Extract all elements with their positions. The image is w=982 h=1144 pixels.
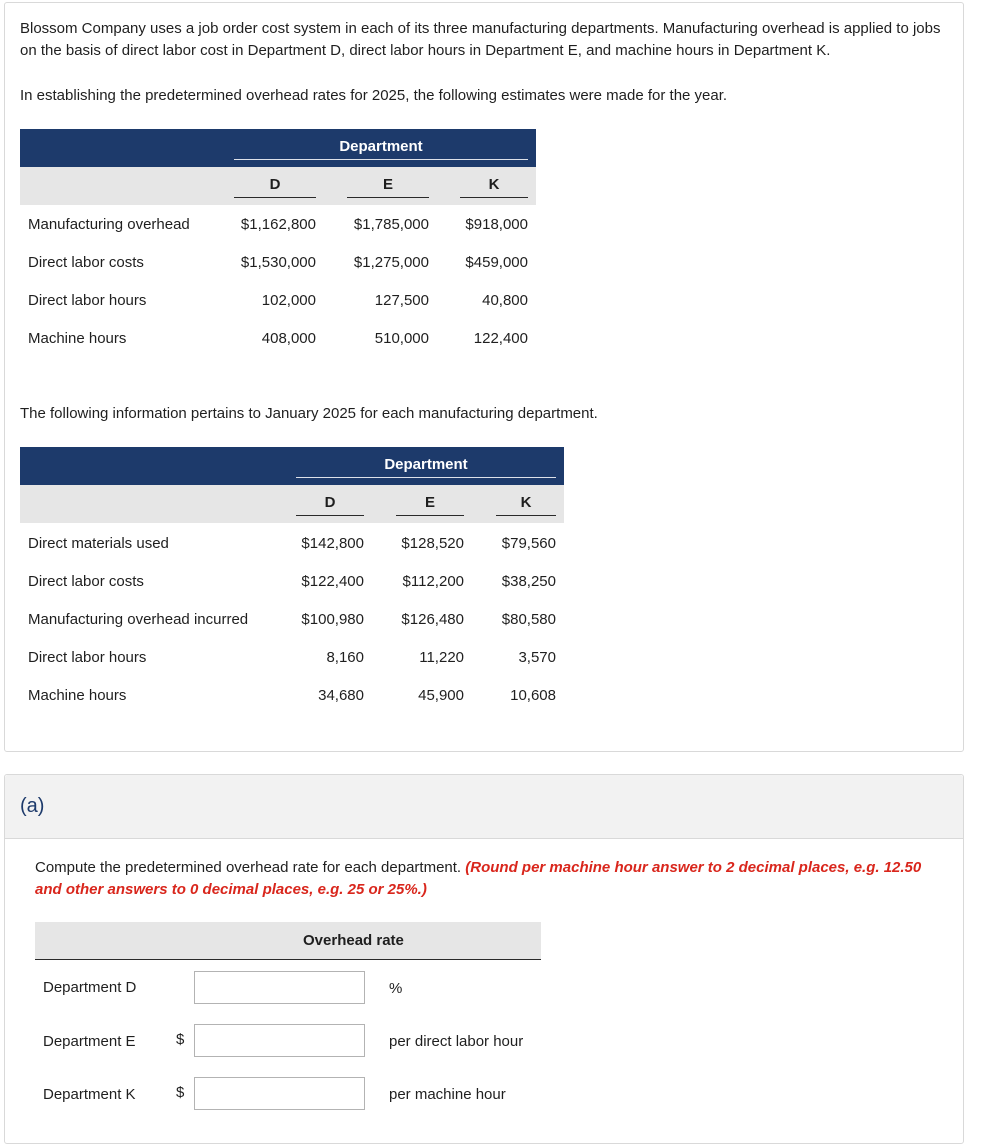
estimates-row-label: Direct labor hours <box>28 292 147 309</box>
department-d-label: Department D <box>43 979 137 996</box>
estimates-cell: 122,400 <box>473 330 528 347</box>
estimates-row-label: Direct labor costs <box>28 254 144 271</box>
january-row-label: Manufacturing overhead incurred <box>28 611 249 628</box>
january-table <box>20 447 564 713</box>
january-cell: $38,250 <box>501 573 556 590</box>
january-department-header: Department <box>384 456 468 473</box>
january-cell: 3,570 <box>518 649 556 666</box>
estimates-cell: $1,162,800 <box>240 216 316 233</box>
estimates-cell: $1,530,000 <box>240 254 316 271</box>
instruction-rounding-note: (Round per machine hour answer to 2 decimal places, e.g. 12.50 and other answers to 0 decimal places, e.g. 25 or 25%.) <box>35 859 922 898</box>
estimates-col-e-rule <box>347 197 429 198</box>
estimates-department-header: Department <box>339 138 423 155</box>
department-k-unit: per machine hour <box>389 1086 506 1103</box>
estimates-cell: $459,000 <box>465 254 528 271</box>
part-a-panel <box>4 774 964 1144</box>
part-a-letter: (a) <box>20 795 45 817</box>
january-col-e: E <box>424 494 435 511</box>
estimates-col-d-rule <box>234 197 316 198</box>
estimates-row-label: Manufacturing overhead <box>28 216 190 233</box>
department-e-dollar-sign: $ <box>176 1031 185 1048</box>
january-cell: $128,520 <box>401 535 464 552</box>
department-d-rate-input[interactable] <box>194 971 365 1004</box>
january-row-label: Machine hours <box>28 687 127 704</box>
january-cell: 45,900 <box>418 687 464 704</box>
january-cell: 11,220 <box>419 649 464 666</box>
january-col-k-rule <box>496 515 556 516</box>
problem-panel <box>4 2 964 752</box>
january-subheader-band <box>20 485 564 523</box>
january-cell: $112,200 <box>402 573 464 590</box>
january-paragraph: The following information pertains to January 2025 for each manufacturing department. <box>20 405 598 422</box>
department-k-rate-input[interactable] <box>194 1077 365 1110</box>
january-cell: 10,608 <box>510 687 556 704</box>
january-department-rule <box>296 477 556 478</box>
january-cell: $122,400 <box>301 573 364 590</box>
january-cell: 34,680 <box>318 687 364 704</box>
estimates-col-d: D <box>269 176 281 193</box>
january-col-d-rule <box>296 515 364 516</box>
overhead-rate-header-band <box>35 922 541 960</box>
estimates-cell: 510,000 <box>374 330 429 347</box>
estimates-row-label: Machine hours <box>28 330 127 347</box>
january-col-e-rule <box>396 515 464 516</box>
estimates-department-rule <box>234 159 528 160</box>
intro-paragraph-2: In establishing the predetermined overhead rates for 2025, the following estimates were made for the year. <box>20 87 728 104</box>
estimates-cell: $1,785,000 <box>353 216 429 233</box>
estimates-cell: $1,275,000 <box>353 254 429 271</box>
intro-paragraph: Blossom Company uses a job order cost system in each of its three manufacturing departments. Manufacturing overhead is applied to jobs on the basis of direct labor cost in Department D, direct labor hours in Department E, and machine hours in Department K. <box>20 20 941 59</box>
january-cell: $79,560 <box>501 535 556 552</box>
department-k-dollar-sign: $ <box>176 1084 185 1101</box>
estimates-col-e: E <box>382 176 393 193</box>
department-e-unit: per direct labor hour <box>389 1033 524 1050</box>
january-row-label: Direct labor hours <box>28 649 147 666</box>
estimates-col-k: K <box>488 176 500 193</box>
estimates-cell: $918,000 <box>465 216 528 233</box>
january-cell: $80,580 <box>501 611 556 628</box>
january-cell: $126,480 <box>401 611 464 628</box>
january-cell: $142,800 <box>301 535 364 552</box>
part-a-header <box>5 775 963 839</box>
january-col-d: D <box>324 494 336 511</box>
instruction-text: Compute the predetermined overhead rate for each department. <box>35 859 466 876</box>
estimates-col-k-rule <box>460 197 528 198</box>
department-e-label: Department E <box>43 1033 136 1050</box>
estimates-cell: 40,800 <box>482 292 528 309</box>
part-a-instruction <box>35 857 945 901</box>
january-cell: 8,160 <box>326 649 364 666</box>
department-e-rate-input[interactable] <box>194 1024 365 1057</box>
department-k-label: Department K <box>43 1086 136 1103</box>
january-row-label: Direct labor costs <box>28 573 144 590</box>
estimates-table <box>20 129 536 359</box>
overhead-rate-header: Overhead rate <box>303 932 404 949</box>
department-d-unit: % <box>389 980 403 997</box>
january-cell: $100,980 <box>301 611 364 628</box>
january-col-k: K <box>520 494 532 511</box>
january-row-label: Direct materials used <box>28 535 169 552</box>
estimates-cell: 408,000 <box>261 330 316 347</box>
estimates-cell: 127,500 <box>374 292 429 309</box>
estimates-cell: 102,000 <box>261 292 316 309</box>
